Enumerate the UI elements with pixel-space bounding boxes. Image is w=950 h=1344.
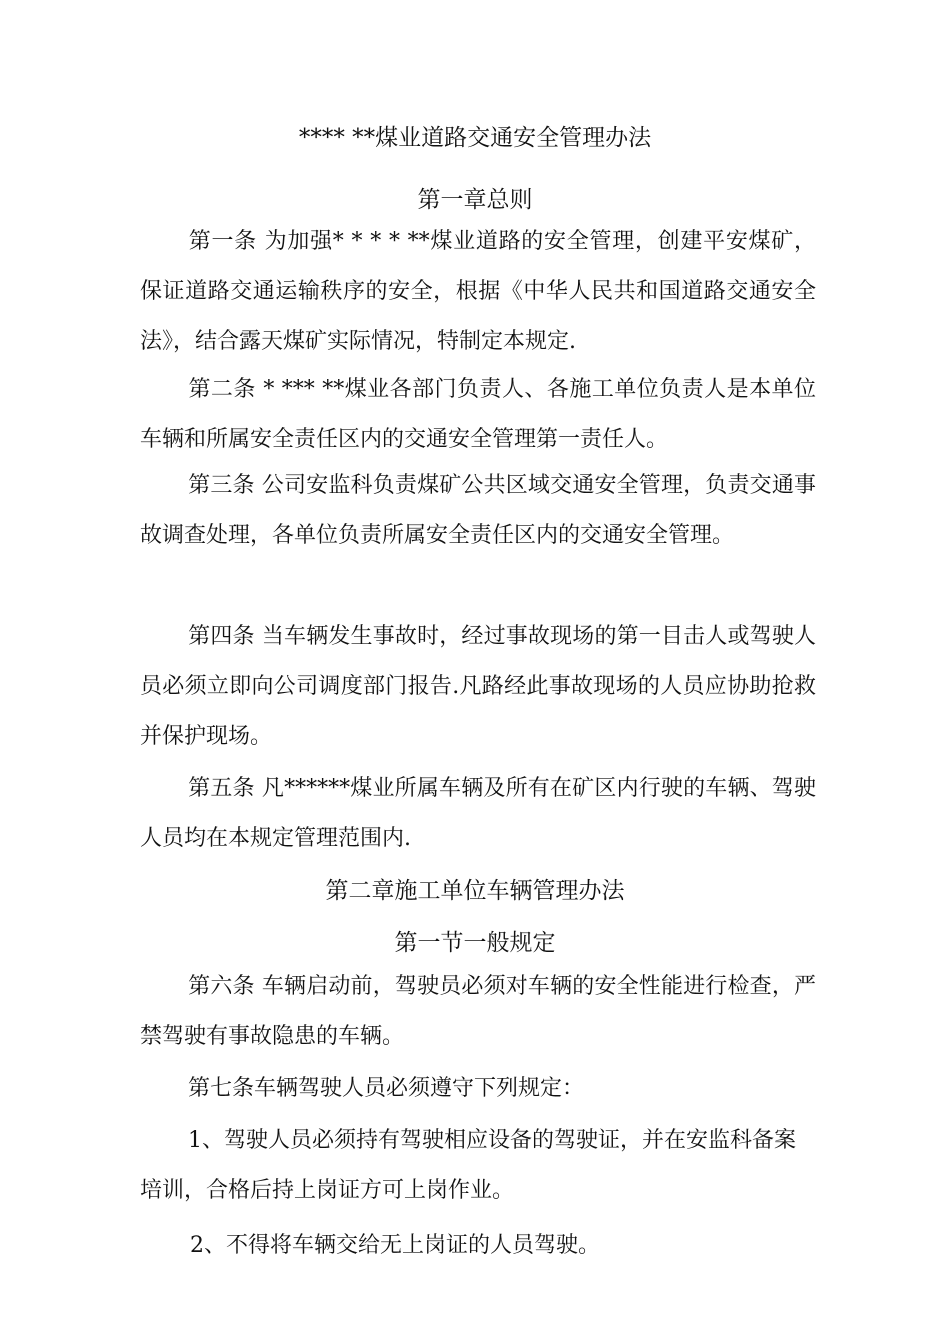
article-3-text: 第三条 公司安监科负责煤矿公共区域交通安全管理，负责交通事故调查处理，各单位负责所属安全责任区内的交通安全管理。 — [140, 473, 816, 548]
list-item-2: 2、不得将车辆交给无上岗证的人员驾驶。 — [190, 1233, 600, 1258]
article-7: 第七条车辆驾驶人员必须遵守下列规定： — [188, 1076, 585, 1101]
list-item-1-line-2: 培训，合格后持上岗证方可上岗作业。 — [140, 1178, 515, 1203]
document-title: **** **煤业道路交通安全管理办法 — [298, 125, 652, 151]
article-6-text: 第六条 车辆启动前，驾驶员必须对车辆的安全性能进行检查，严禁驾驶有事故隐患的车辆。 — [140, 974, 816, 1049]
article-4 — [140, 612, 816, 762]
list-item-1-line-1: 1、驾驶人员必须持有驾驶相应设备的驾驶证，并在安监科备案 — [188, 1128, 796, 1153]
article-2-text: 第二条 * *** **煤业各部门负责人、各施工单位负责人是本单位车辆和所属安全责任区内的交通安全管理第一责任人。 — [140, 377, 816, 452]
article-6 — [140, 962, 816, 1062]
article-4-text: 第四条 当车辆发生事故时，经过事故现场的第一目击人或驾驶人员必须立即向公司调度部门报告.凡路经此事故现场的人员应协助抢救并保护现场。 — [140, 624, 816, 749]
section-1-heading: 第一节一般规定 — [394, 930, 556, 956]
article-2 — [140, 365, 816, 465]
chapter-2-heading: 第二章施工单位车辆管理办法 — [325, 878, 625, 904]
article-5-text: 第五条 凡******煤业所属车辆及所有在矿区内行驶的车辆、驾驶人员均在本规定管理范围内. — [140, 776, 816, 851]
article-1 — [140, 217, 816, 367]
chapter-1-heading: 第一章总则 — [417, 187, 533, 213]
article-1-text: 第一条 为加强* * * * **煤业道路的安全管理，创建平安煤矿，保证道路交通运输秩序的安全，根据《中华人民共和国道路交通安全法》，结合露天煤矿实际情况，特制定本规定. — [140, 229, 816, 354]
article-3 — [140, 461, 816, 561]
article-5 — [140, 764, 816, 864]
